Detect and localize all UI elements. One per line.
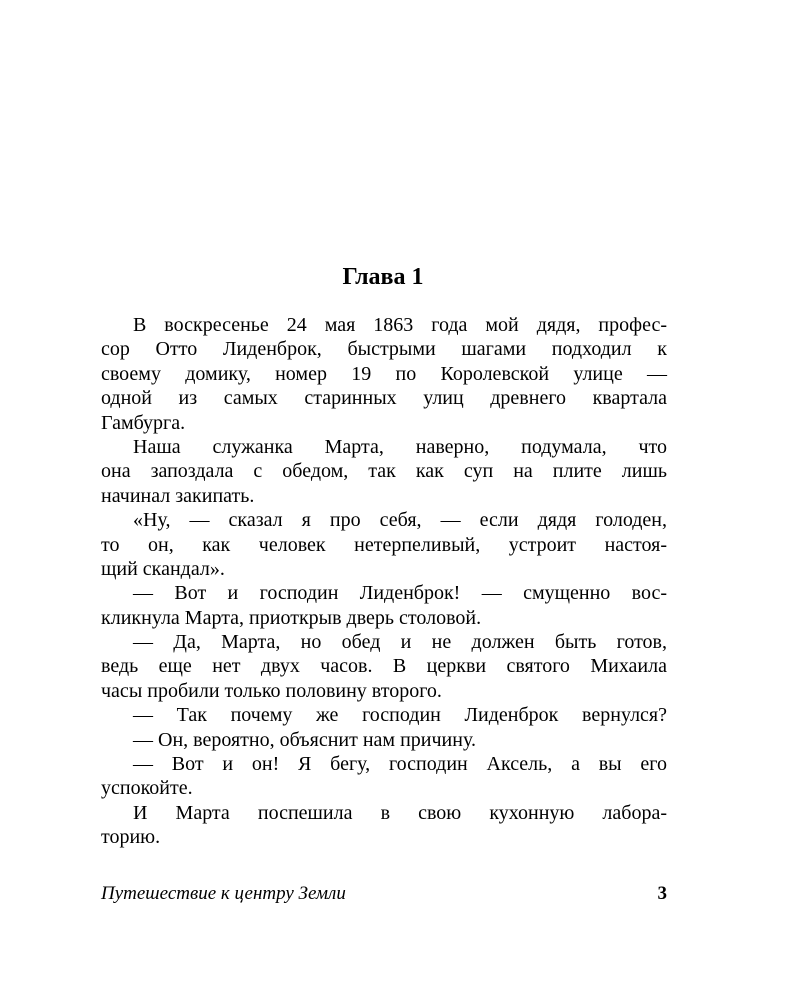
text-line: одной из самых старинных улиц древнего квартала [101,387,667,410]
text-line: ведь еще нет двух часов. В церкви святого Михаила [101,655,667,678]
text-line: — Да, Марта, но обед и не должен быть готов, [133,631,667,654]
running-title: Путешествие к центру Земли [101,883,346,904]
text-line: она запоздала с обедом, так как суп на плите лишь [101,460,667,483]
text-line: — Вот и господин Лиденброк! — смущенно вос- [133,582,667,605]
text-line: успокойте. [101,777,193,800]
text-line: «Ну, — сказал я про себя, — если дядя голоден, [133,509,667,532]
page-number: 3 [657,883,667,904]
text-line: начинал закипать. [101,484,255,507]
text-line: сор Отто Лиденброк, быстрыми шагами подходил к [101,338,667,361]
text-line: кликнула Марта, приоткрыв дверь столовой. [101,606,482,629]
text-line: — Вот и он! Я бегу, господин Аксель, а вы его [133,753,667,776]
text-line: В воскресенье 24 мая 1863 года мой дядя, профес- [133,314,667,336]
text-line: — Он, вероятно, объяснит нам причину. [133,728,476,751]
text-line: Наша служанка Марта, наверно, подумала, что [133,435,667,458]
chapter-title: Глава 1 [342,264,424,290]
text-line: часы пробили только половину второго. [101,679,442,702]
text-line: то он, как человек нетерпеливый, устроит настоя- [101,533,667,556]
text-line: Гамбурга. [101,411,186,434]
text-line: торию. [101,826,161,849]
text-line: — Так почему же господин Лиденброк вернулся? [133,704,667,727]
text-line: щий скандал». [101,557,225,580]
chapter-body [101,313,667,850]
text-line: своему домику, номер 19 по Королевской улице — [101,362,667,385]
text-line: И Марта поспешила в свою кухонную лабора- [133,801,667,824]
